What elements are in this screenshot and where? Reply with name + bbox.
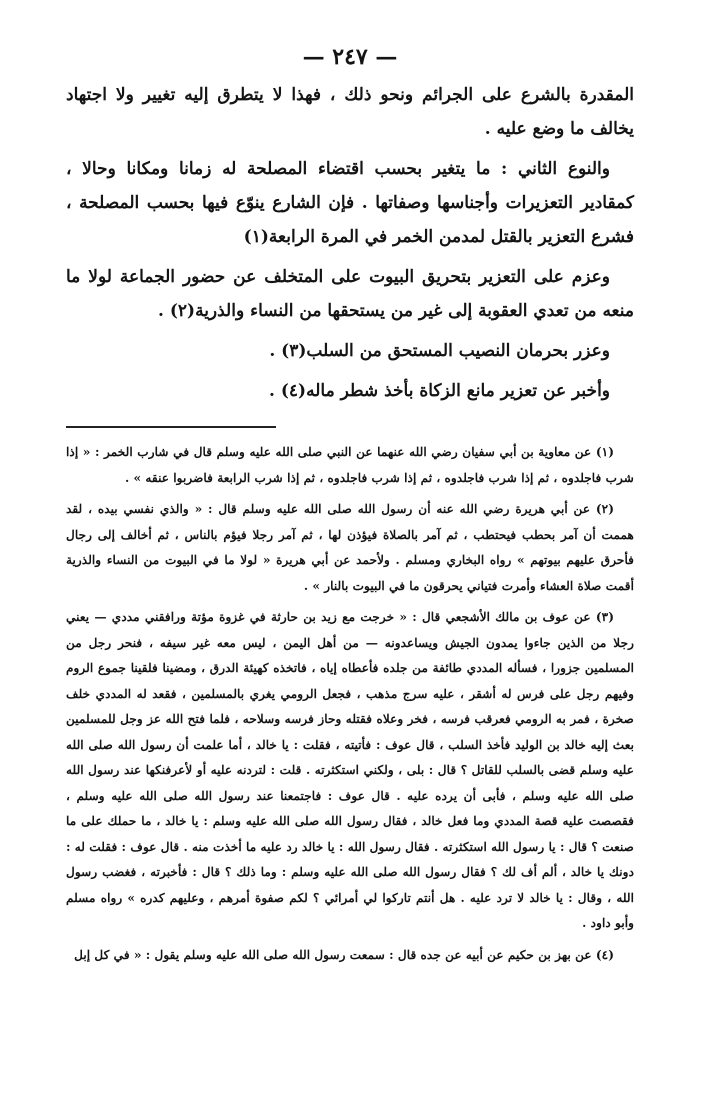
main-paragraph: وعزم على التعزير بتحريق البيوت على المتخلف عن حضور الجماعة لولا ما منعه من تعدي العقوبة إلى غير من يستحقها من النساء والذرية(٢) .	[66, 267, 634, 321]
main-paragraph: والنوع الثاني : ما يتغير بحسب اقتضاء المصلحة له زمانا ومكانا وحالا ، كمقادير التعزيرات وأجناسها وصفاتها . فإن الشارع ينوّع فيها بحسب المصلحة ، فشرع التعزير بالقتل لمدمن الخمر في المرة الرابعة(١)	[66, 159, 634, 247]
footnote-4: (٤) عن بهز بن حكيم عن أبيه عن جده قال : سمعت رسول الله صلى الله عليه وسلم يقول : « في كل إبل	[74, 947, 614, 962]
footnote-1: (١) عن معاوية بن أبي سفيان رضي الله عنهما عن النبي صلى الله عليه وسلم قال في شارب الخمر : « إذا شرب فاجلدوه ، ثم إذا شرب فاجلدوه ، ثم إذا شرب فاجلدوه ، ثم إذا شرب الرابعة فاضربوا عنقه » .	[66, 445, 634, 485]
main-paragraph: المقدرة بالشرع على الجرائم ونحو ذلك ، فهذا لا يتطرق إليه تغيير ولا اجتهاد يخالف ما وضع عليه .	[66, 85, 634, 139]
main-paragraph: وعزر بحرمان النصيب المستحق من السلب(٣) .	[269, 341, 610, 361]
page-number: — ٢٤٧ —	[302, 44, 398, 70]
main-paragraph: وأخبر عن تعزير مانع الزكاة بأخذ شطر ماله(٤) .	[269, 381, 610, 401]
main-text	[66, 78, 634, 408]
footnote-divider	[66, 426, 276, 428]
footnote-2: (٢) عن أبي هريرة رضي الله عنه أن رسول الله صلى الله عليه وسلم قال : « والذي نفسي بيده ، لقد هممت أن آمر بحطب فيحتطب ، ثم آمر بالصلاة فيؤذن لها ، ثم آمر رجلا فيؤم بالناس ، ثم أخالف إلى رجال فأحرق عليهم بيوتهم » رواه البخاري ومسلم . ولأحمد عن أبي هريرة « لولا ما في البيوت من النساء والذرية أقمت صلاة العشاء وأمرت فتياني يحرقون ما في البيوت بالنار » .	[66, 502, 634, 593]
footnotes	[66, 440, 634, 968]
footnote-3: (٣) عن عوف بن مالك الأشجعي قال : « خرجت مع زيد بن حارثة في غزوة مؤتة ورافقني مددي — يعني رجلا من الذين جاءوا يمدون الجيش ويساعدونه — من أهل اليمن ، ليس معه غير سيفه ، فنحر رجل من المسلمين جزورا ، فسأله المددي طائفة من جلده فأعطاه إياه ، فاتخذه كهيئة الدرق ، ومضينا فلقينا جموع الروم وفيهم رجل على فرس له أشقر ، عليه سرج مذهب ، فجعل الرومي يغري بالمسلمين ، فقعد له المددي خلف صخرة ، فمر به الرومي فعرقب فرسه ، فخر وعلاه فقتله وحاز فرسه وسلاحه ، فلما فتح الله عز وجل للمسلمين بعث إليه خالد بن الوليد فأخذ السلب ، قال عوف : فأتيته ، فقلت : يا خالد ، أما علمت أن رسول الله صلى الله عليه وسلم قضى بالسلب للقاتل ؟ قال : بلى ، ولكني استكثرته . قلت : لتردنه عليه أو لأعرفنكها عند رسول الله صلى الله عليه وسلم ، فأبى أن يرده عليه . قال عوف : فاجتمعنا عند رسول الله صلى الله عليه وسلم ، فقصصت عليه قصة المددي وما فعل خالد ، فقال رسول الله صلى الله عليه وسلم : يا خالد ، ما حملك على ما صنعت ؟ قال : يا رسول الله استكثرته . فقال رسول الله : يا خالد رد عليه ما أخذت منه . قال عوف : فقلت له : دونك يا خالد ، ألم أف لك ؟ فقال رسول الله صلى الله عليه وسلم : وما ذلك ؟ قال : فأخبرته ، فغضب رسول الله ، وقال : يا خالد لا ترد عليه . هل أنتم تاركوا لي أمرائي ؟ لكم صفوة أمرهم ، وعليهم كدره » رواه مسلم وأبو داود .	[66, 610, 634, 930]
